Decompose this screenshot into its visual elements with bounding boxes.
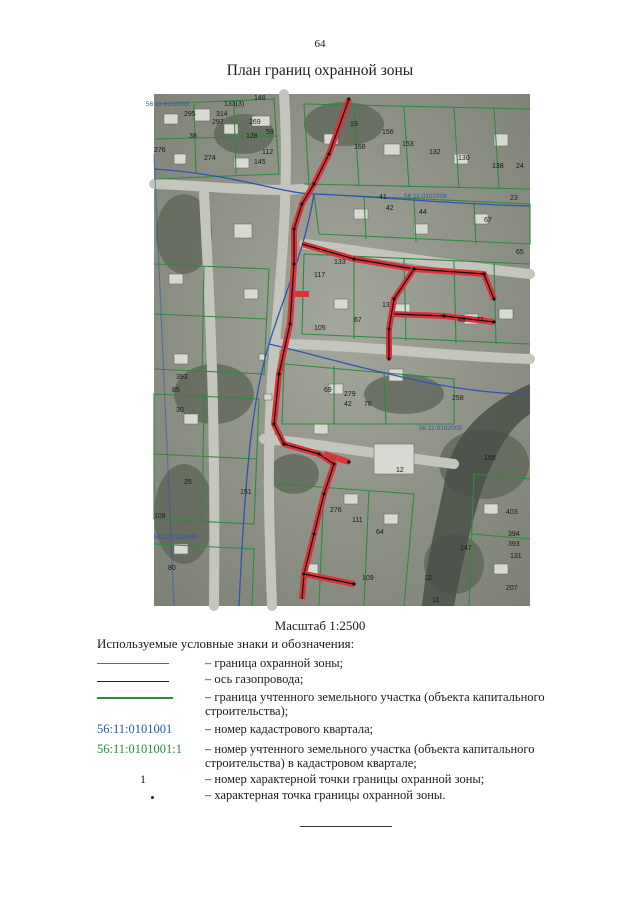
parcel-label: 130 — [458, 155, 470, 162]
parcel-label: 30 — [176, 407, 184, 414]
parcel-label: 128 — [246, 133, 258, 140]
parcel-label: 403 — [506, 509, 518, 516]
plan-title: План границ охранной зоны — [226, 62, 414, 79]
parcel-label: 19 — [350, 121, 358, 128]
map-svg — [146, 94, 530, 606]
legend-symbol — [97, 742, 207, 756]
parcel-label: 85 — [172, 387, 180, 394]
parcel-label: 77 — [476, 317, 484, 324]
parcel-label: 148 — [254, 95, 266, 102]
parcel-label: 24 — [516, 163, 524, 170]
parcel-label: 274 — [204, 155, 216, 162]
parcel-label: 151 — [240, 489, 252, 496]
parcel-label: 153 — [402, 141, 414, 148]
parcel-label: 297 — [212, 119, 224, 126]
parcel-code-sample: 56:11:0101001:1 — [97, 742, 182, 756]
parcel-label: 156 — [382, 129, 394, 136]
parcel-label: 258 — [452, 395, 464, 402]
legend-desc: – граница учтенного земельного участка (объекта капитального строительства); — [205, 690, 545, 718]
parcel-label: 65 — [516, 249, 524, 256]
parcel-label: 59 — [266, 129, 274, 136]
legend-symbol — [97, 656, 177, 670]
parcel-label: 393 — [176, 374, 188, 381]
legend-symbol — [97, 690, 177, 704]
parcel-label: 105 — [314, 325, 326, 332]
legend-symbol — [97, 722, 207, 736]
green-line-symbol — [97, 697, 173, 699]
parcel-label: 41 — [379, 194, 387, 201]
legend-desc: – номер учтенного земельного участка (объекта капитального строительства) в кадастровом квартале; — [205, 742, 535, 770]
parcel-label: 23 — [510, 195, 518, 202]
parcel-label: 42 — [344, 401, 352, 408]
legend-desc: – характерная точка границы охранной зоны. — [205, 788, 446, 802]
parcel-label: 109 — [362, 575, 374, 582]
parcel-label: 67 — [354, 317, 362, 324]
legend-symbol — [97, 672, 177, 686]
parcel-label: 117 — [314, 272, 326, 279]
quarter-label: 56:11:0102008 — [146, 101, 189, 108]
parcel-label: 147 — [460, 545, 472, 552]
quarter-label: 56:11:0103008 — [154, 534, 197, 541]
parcel-label: 133(3) — [224, 101, 245, 108]
quarter-code-sample: 56:11:0101001 — [97, 722, 173, 736]
map-scale: Масштаб 1:2500 — [274, 618, 366, 633]
parcel-label: 64 — [376, 529, 384, 536]
parcel-label: 25 — [184, 479, 192, 486]
parcel-label: 145 — [254, 159, 266, 166]
parcel-label: 138 — [492, 163, 504, 170]
page-number: 64 — [314, 38, 326, 50]
parcel-label: 80 — [168, 565, 176, 572]
legend-desc: – номер кадастрового квартала; — [205, 722, 374, 736]
parcel-label: 42 — [386, 205, 394, 212]
parcel-label: 111 — [352, 517, 363, 524]
point-number-sample: 1 — [140, 772, 146, 786]
legend-symbol — [97, 788, 177, 802]
parcel-label: 155 — [484, 455, 496, 462]
parcel-label: 166 — [354, 144, 366, 151]
signature-line — [300, 826, 392, 827]
legend-desc: – номер характерной точки границы охранной зоны; — [205, 772, 485, 786]
parcel-label: 44 — [419, 209, 427, 216]
parcel-label: 269 — [249, 119, 261, 126]
parcel-label: 131 — [510, 553, 522, 560]
parcel-label: 276 — [154, 147, 166, 154]
parcel-label: 207 — [506, 585, 518, 592]
parcel-label: 12 — [396, 467, 404, 474]
parcel-label: 295 — [184, 111, 196, 118]
map-view[interactable] — [146, 94, 530, 606]
parcel-label: 13 — [382, 302, 390, 309]
parcel-label: 78 — [364, 401, 372, 408]
parcel-label: 12 — [424, 575, 432, 582]
legend-symbol — [97, 772, 177, 786]
parcel-label: 279 — [344, 391, 356, 398]
legend-desc: – ось газопровода; — [205, 672, 304, 686]
parcel-label: 11 — [432, 597, 440, 604]
parcel-label: 67 — [484, 217, 492, 224]
parcel-label: 132 — [429, 149, 441, 156]
quarter-label: 56:11:0102009 — [419, 425, 462, 432]
black-line-symbol — [97, 681, 169, 682]
legend-desc: – граница охранной зоны; — [205, 656, 344, 670]
parcel-label: 108 — [154, 513, 166, 520]
parcel-label: 69 — [324, 387, 332, 394]
red-line-symbol — [97, 663, 169, 664]
parcel-label: 133 — [334, 259, 346, 266]
parcel-label: 68 — [458, 317, 466, 324]
parcel-label: 276 — [330, 507, 342, 514]
point-dot-symbol — [151, 796, 154, 799]
parcel-label: 394 — [508, 531, 520, 538]
legend-heading: Используемые условные знаки и обозначения: — [97, 636, 355, 651]
parcel-label: 112 — [262, 149, 274, 156]
parcel-label: 393 — [508, 541, 520, 548]
parcel-label: 314 — [216, 111, 228, 118]
parcel-label: 38 — [189, 133, 197, 140]
quarter-label: 56:11:0102008 — [404, 193, 447, 200]
